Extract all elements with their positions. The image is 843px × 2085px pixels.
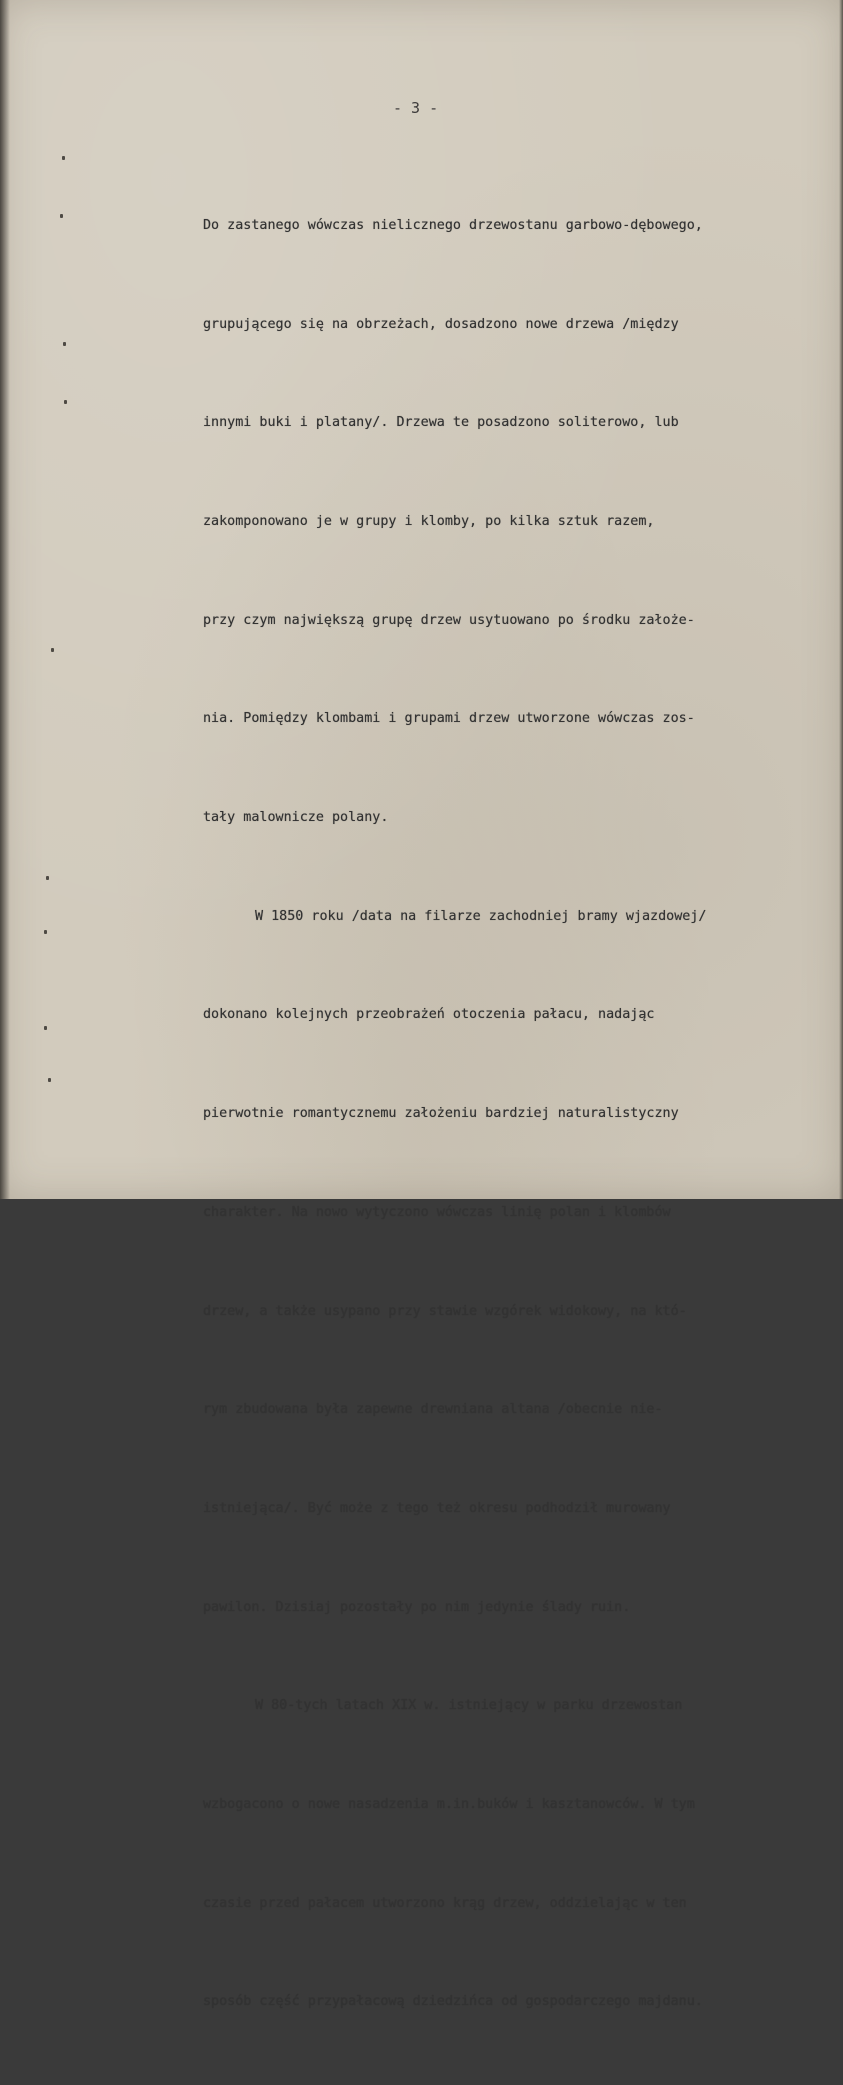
text-line: czasie przed pałacem utworzono krąg drzew, oddzielając w ten xyxy=(203,1895,687,1911)
page-number: - 3 - xyxy=(393,99,439,117)
margin-mark xyxy=(63,342,66,346)
margin-mark xyxy=(44,1026,47,1030)
margin-mark xyxy=(62,156,65,160)
scan-right-edge-shadow xyxy=(839,0,843,1199)
text-line: istniejąca/. Być może z tego też okresu podhodził murowany xyxy=(203,1500,671,1516)
text-line: pawilon. Dzisiaj pozostały po nim jedynie ślady ruin. xyxy=(203,1599,631,1615)
margin-mark xyxy=(46,876,49,880)
margin-mark xyxy=(44,930,47,934)
text-line: przy czym największą grupę drzew usytuowano po środku założe- xyxy=(203,612,695,628)
text-line: wzbogacono o nowe nasadzenia m.in.buków i kasztanowców. W tym xyxy=(203,1797,695,1813)
text-line: dokonano kolejnych przeobrażeń otoczenia pałacu, nadając xyxy=(203,1007,655,1023)
scan-left-edge-shadow xyxy=(0,0,10,1199)
margin-mark xyxy=(60,214,63,218)
margin-mark xyxy=(51,648,54,652)
body-text xyxy=(203,144,706,2085)
margin-mark xyxy=(48,1078,51,1082)
text-line: nia. Pomiędzy klombami i grupami drzew utworzone wówczas zos- xyxy=(203,711,695,727)
text-line: sposób część przypałacową dziedzińca od gospodarczego majdanu. xyxy=(203,1994,703,2010)
text-line: Do zastanego wówczas nielicznego drzewostanu garbowo-dębowego, xyxy=(203,217,703,233)
text-line-paragraph-start: W 1850 roku /data na filarze zachodniej bramy wjazdowej/ xyxy=(255,908,707,924)
text-line: innymi buki i platany/. Drzewa te posadzono soliterowo, lub xyxy=(203,415,679,431)
text-line: zakomponowano je w grupy i klomby, po kilka sztuk razem, xyxy=(203,513,655,529)
text-line: tały malownicze polany. xyxy=(203,810,389,826)
margin-mark xyxy=(64,400,67,404)
text-line-paragraph-start: W 80-tych latach XIX w. istniejący w parku drzewostan xyxy=(255,1698,683,1714)
text-line: drzew, a także usypano przy stawie wzgórek widokowy, na któ- xyxy=(203,1303,687,1319)
text-line: pierwotnie romantycznemu założeniu bardziej naturalistyczny xyxy=(203,1106,679,1122)
text-line: charakter. Na nowo wytyczono wówczas linię polan i klombów xyxy=(203,1204,671,1220)
text-line: rym zbudowana była zapewne drewniana altana /obecnie nie- xyxy=(203,1402,663,1418)
text-line: grupującego się na obrzeżach, dosadzono nowe drzewa /między xyxy=(203,316,679,332)
